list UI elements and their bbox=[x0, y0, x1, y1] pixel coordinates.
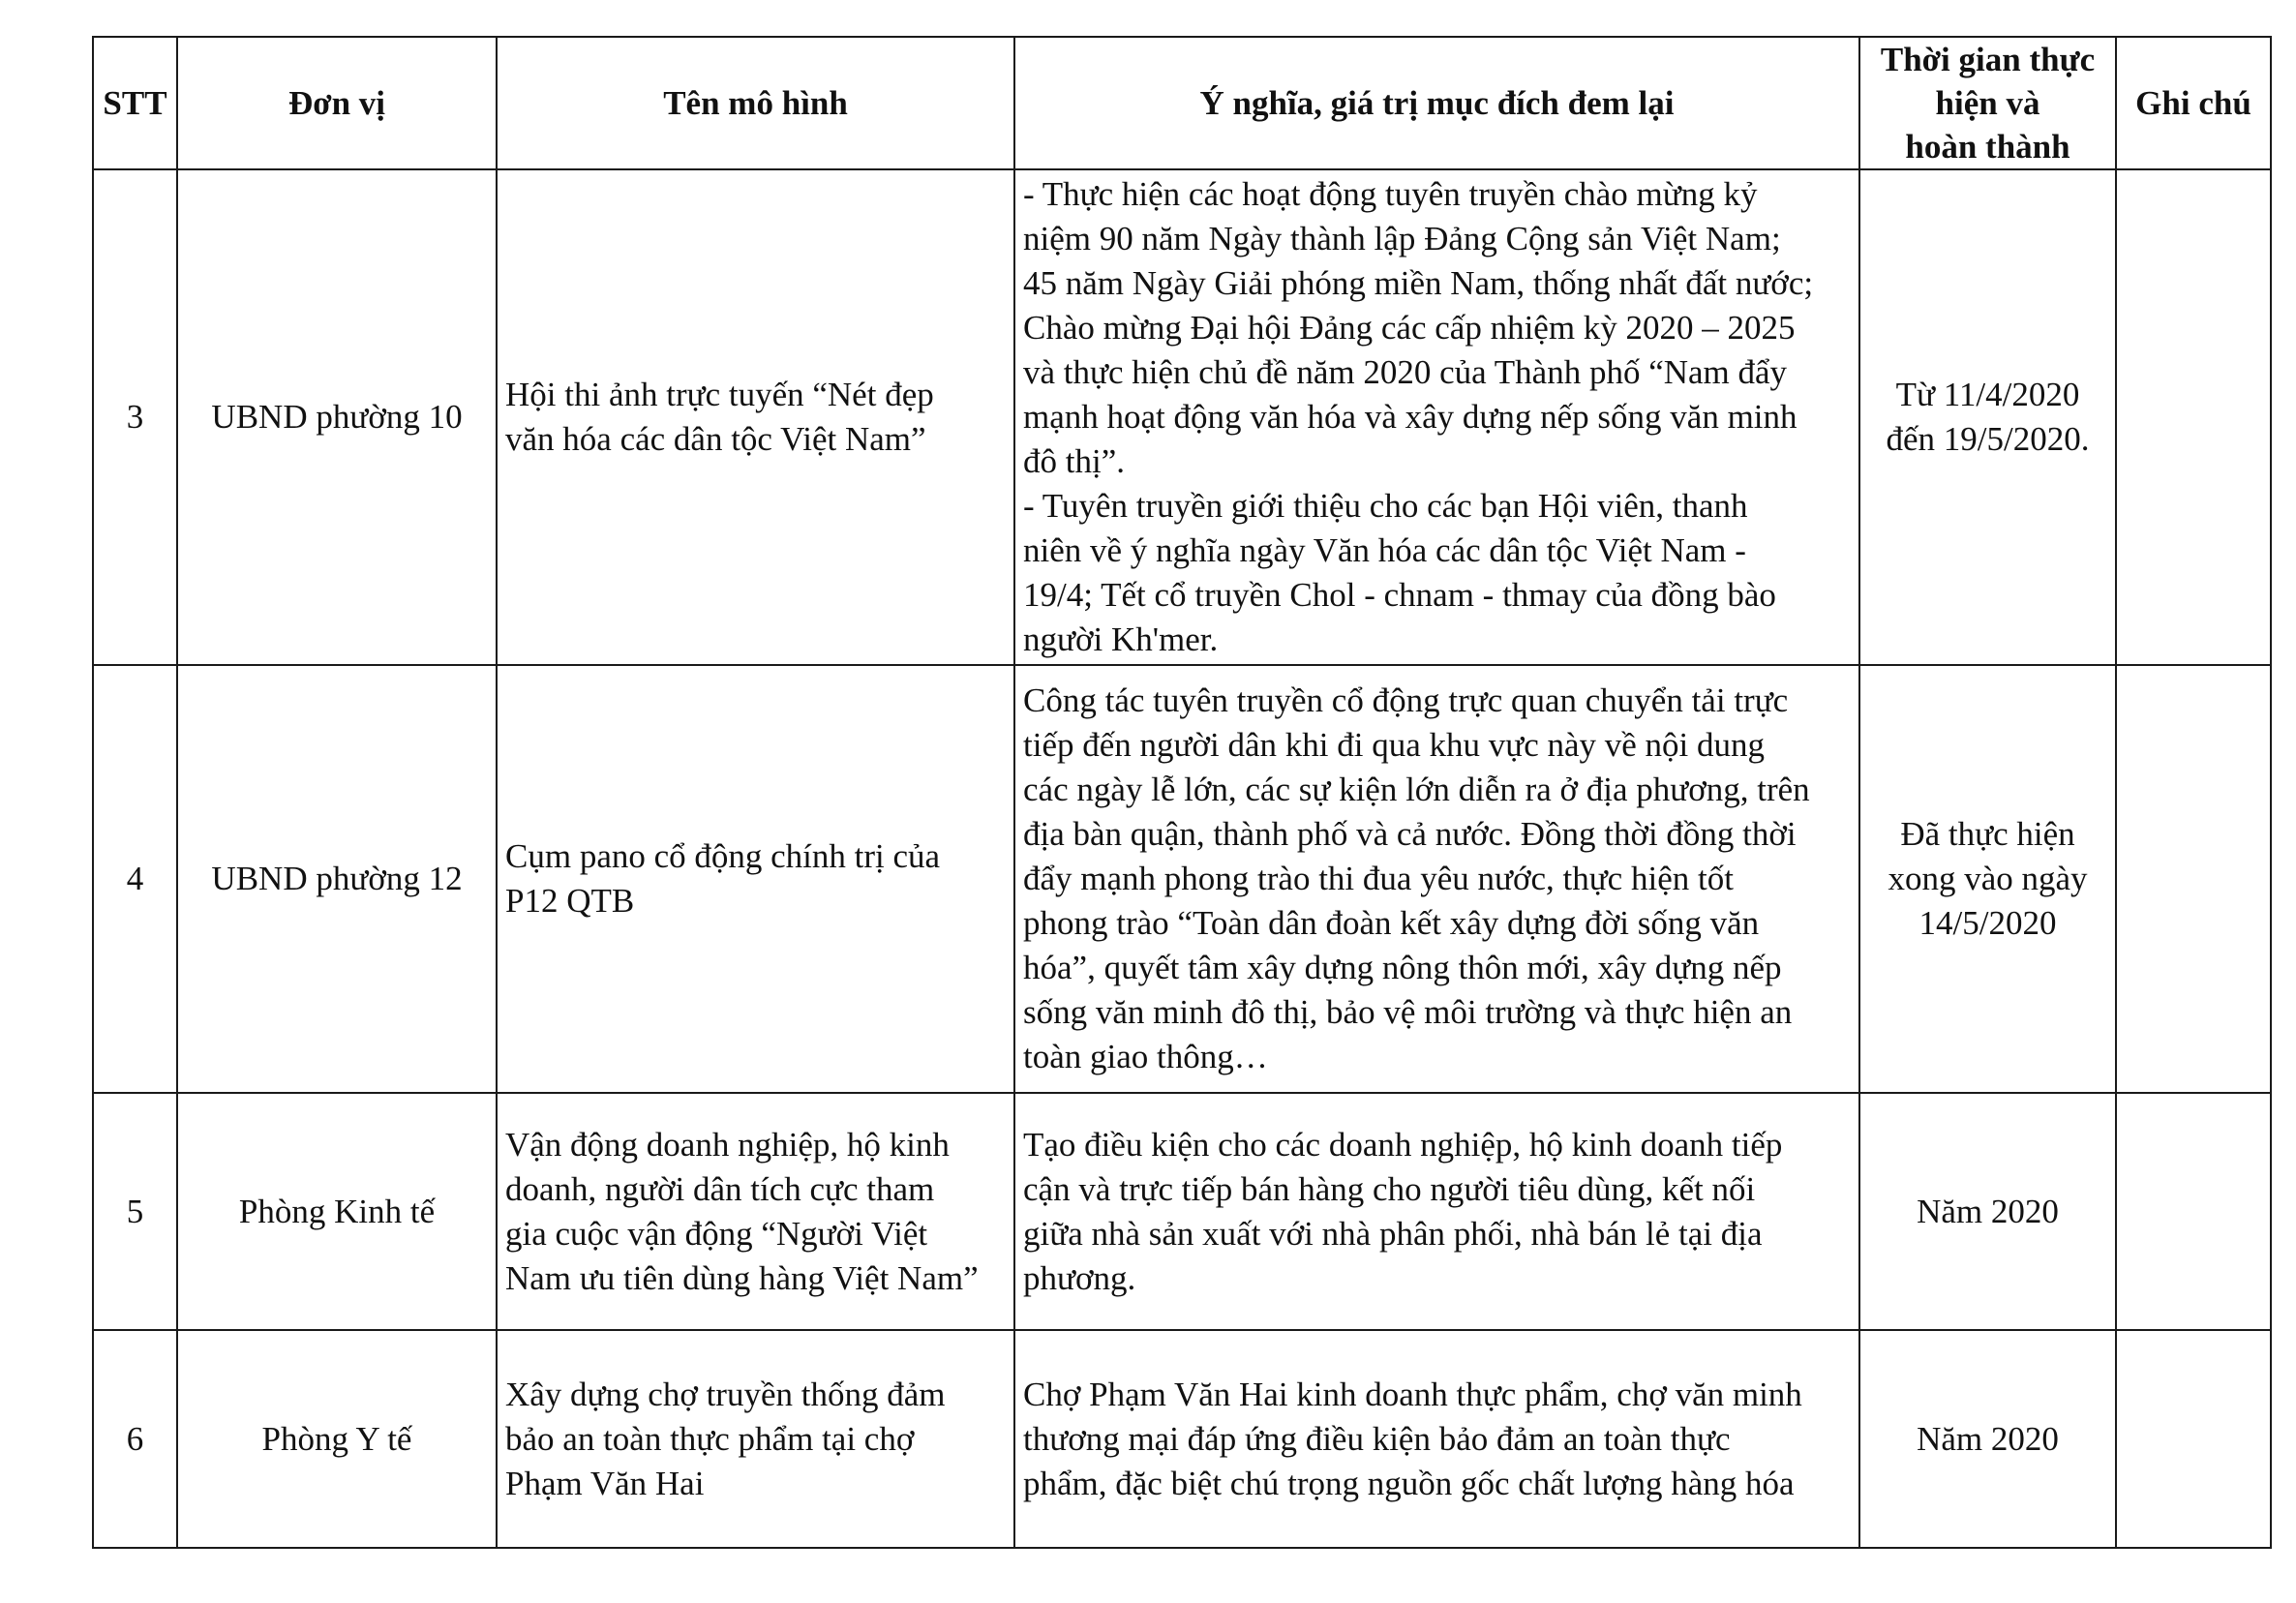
cell-note bbox=[2116, 1330, 2271, 1548]
header-time: Thời gian thực hiện và hoàn thành bbox=[1859, 37, 2116, 169]
cell-meaning: Tạo điều kiện cho các doanh nghiệp, hộ kinh doanh tiếp cận và trực tiếp bán hàng cho người tiêu dùng, kết nối giữa nhà sản xuất với nhà phân phối, nhà bán lẻ tại địa phương. bbox=[1014, 1093, 1859, 1330]
cell-time: Đã thực hiện xong vào ngày 14/5/2020 bbox=[1859, 665, 2116, 1093]
table-row bbox=[93, 1330, 2271, 1548]
table-row bbox=[93, 169, 2271, 665]
header-unit: Đơn vị bbox=[177, 37, 497, 169]
cell-unit: Phòng Y tế bbox=[177, 1330, 497, 1548]
cell-note bbox=[2116, 665, 2271, 1093]
table-row bbox=[93, 665, 2271, 1093]
cell-unit: UBND phường 12 bbox=[177, 665, 497, 1093]
cell-time: Năm 2020 bbox=[1859, 1093, 2116, 1330]
header-note: Ghi chú bbox=[2116, 37, 2271, 169]
cell-stt: 5 bbox=[93, 1093, 177, 1330]
cell-meaning: Chợ Phạm Văn Hai kinh doanh thực phẩm, chợ văn minh thương mại đáp ứng điều kiện bảo đảm an toàn thực phẩm, đặc biệt chú trọng nguồn gốc chất lượng hàng hóa bbox=[1014, 1330, 1859, 1548]
models-table bbox=[92, 36, 2272, 1549]
cell-model: Xây dựng chợ truyền thống đảm bảo an toàn thực phẩm tại chợ Phạm Văn Hai bbox=[497, 1330, 1014, 1548]
cell-model: Hội thi ảnh trực tuyến “Nét đẹp văn hóa các dân tộc Việt Nam” bbox=[497, 169, 1014, 665]
header-model: Tên mô hình bbox=[497, 37, 1014, 169]
cell-unit: UBND phường 10 bbox=[177, 169, 497, 665]
cell-stt: 3 bbox=[93, 169, 177, 665]
cell-unit: Phòng Kinh tế bbox=[177, 1093, 497, 1330]
header-meaning: Ý nghĩa, giá trị mục đích đem lại bbox=[1014, 37, 1859, 169]
cell-model: Vận động doanh nghiệp, hộ kinh doanh, người dân tích cực tham gia cuộc vận động “Người Việt Nam ưu tiên dùng hàng Việt Nam” bbox=[497, 1093, 1014, 1330]
header-stt: STT bbox=[93, 37, 177, 169]
table-header-row bbox=[93, 37, 2271, 169]
cell-meaning: Công tác tuyên truyền cổ động trực quan chuyển tải trực tiếp đến người dân khi đi qua khu vực này về nội dung các ngày lễ lớn, các sự kiện lớn diễn ra ở địa phương, trên địa bàn quận, thành phố và cả nước. Đồng thời đồng thời đẩy mạnh phong trào thi đua yêu nước, thực hiện tốt phong trào “Toàn dân đoàn kết xây dựng đời sống văn hóa”, quyết tâm xây dựng nông thôn mới, xây dựng nếp sống văn minh đô thị, bảo vệ môi trường và thực hiện an toàn giao thông… bbox=[1014, 665, 1859, 1093]
cell-stt: 6 bbox=[93, 1330, 177, 1548]
cell-stt: 4 bbox=[93, 665, 177, 1093]
cell-model: Cụm pano cổ động chính trị của P12 QTB bbox=[497, 665, 1014, 1093]
cell-note bbox=[2116, 169, 2271, 665]
cell-note bbox=[2116, 1093, 2271, 1330]
cell-time: Từ 11/4/2020 đến 19/5/2020. bbox=[1859, 169, 2116, 665]
table-row bbox=[93, 1093, 2271, 1330]
cell-time: Năm 2020 bbox=[1859, 1330, 2116, 1548]
cell-meaning: - Thực hiện các hoạt động tuyên truyền chào mừng kỷ niệm 90 năm Ngày thành lập Đảng Cộng sản Việt Nam; 45 năm Ngày Giải phóng miền Nam, thống nhất đất nước; Chào mừng Đại hội Đảng các cấp nhiệm kỳ 2020 – 2025 và thực hiện chủ đề năm 2020 của Thành phố “Nam đẩy mạnh hoạt động văn hóa và xây dựng nếp sống văn minh đô thị”. - Tuyên truyền giới thiệu cho các bạn Hội viên, thanh niên về ý nghĩa ngày Văn hóa các dân tộc Việt Nam - 19/4; Tết cổ truyền Chol - chnam - thmay của đồng bào người Kh'mer. bbox=[1014, 169, 1859, 665]
